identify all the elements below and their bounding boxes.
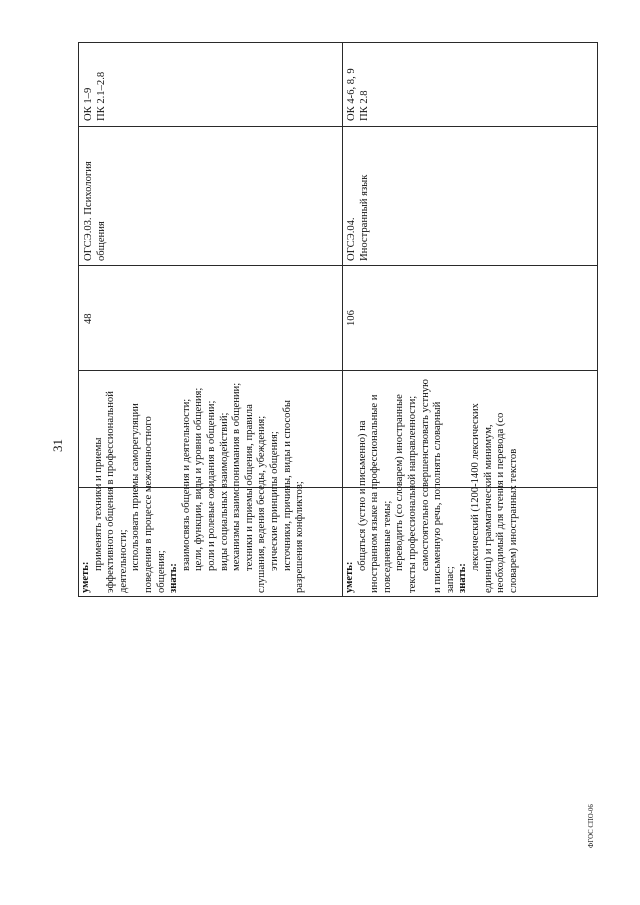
row2-discipline-line: Иностранный язык bbox=[358, 174, 370, 261]
row1-umet-line: общения; bbox=[155, 550, 167, 593]
row1-umet-line: применять техники и приемы bbox=[92, 437, 104, 571]
row1-umet-line: использовать приемы саморегуляции bbox=[130, 403, 142, 571]
row2-umet-line: запас; bbox=[444, 566, 456, 593]
row2-skills-knowledge-cell bbox=[344, 379, 520, 593]
row1-umet-line: эффективного общения в профессиональной bbox=[105, 391, 117, 593]
row1-znat-line: виды социальных взаимодействий; bbox=[218, 412, 230, 571]
row2-umet-line: иностранном языке на профессиональные и bbox=[369, 394, 381, 593]
table-border-bottom bbox=[78, 596, 598, 597]
row2-competence-line: ПК 2.8 bbox=[358, 90, 370, 121]
row2-umet-line: самостоятельно совершенствовать устную bbox=[419, 379, 431, 571]
row2-umet-line: повседневные темы; bbox=[381, 500, 393, 593]
row2-znat-line: словарем) иностранных текстов bbox=[507, 448, 519, 593]
row1-znat-line: разрешения конфликтов; bbox=[294, 481, 306, 593]
row2-discipline-line: ОГСЭ.04. bbox=[346, 217, 357, 261]
row1-umet-line: поведения в процессе межличностного bbox=[142, 416, 154, 593]
row1-discipline-line: ОГСЭ.03. Психология bbox=[83, 161, 94, 261]
row1-discipline-line: общения bbox=[95, 221, 107, 261]
row2-hours-cell: 106 bbox=[346, 310, 357, 326]
row2-discipline-cell bbox=[346, 175, 371, 261]
row1-znat-line: слушания, ведения беседы, убеждения; bbox=[256, 415, 268, 593]
table-border-top bbox=[78, 42, 598, 43]
page-number: 31 bbox=[50, 439, 65, 452]
row2-competence-line: ОК 4-6, 8, 9 bbox=[346, 68, 357, 121]
row1-znat-line: техники и приемы общения, правила bbox=[243, 404, 255, 571]
row1-umet-line: деятельности; bbox=[117, 529, 129, 593]
row2-znat-label: знать: bbox=[457, 563, 469, 593]
row1-discipline-cell bbox=[83, 161, 108, 261]
row1-competences-cell bbox=[83, 72, 108, 121]
row1-hours-cell: 48 bbox=[83, 313, 94, 324]
row2-znat-line: единиц) и грамматический минимум, bbox=[482, 424, 494, 593]
row2-znat-line: необходимый для чтения и перевода (со bbox=[495, 412, 507, 593]
row1-umet-label: уметь: bbox=[80, 561, 91, 593]
row2-umet-line: общаться (устно и письменно) на bbox=[356, 420, 368, 571]
row1-skills-knowledge-cell bbox=[80, 383, 307, 593]
row2-competences-cell bbox=[346, 68, 371, 121]
row1-znat-label: знать: bbox=[168, 563, 180, 593]
row1-competence-line: ПК 2.1–2.8 bbox=[95, 71, 107, 121]
row1-znat-line: этические принципы общения; bbox=[268, 431, 280, 571]
column-divider-hours bbox=[78, 370, 598, 371]
row2-umet-line: тексты профессиональной направленности; bbox=[406, 395, 418, 593]
column-divider-competences bbox=[78, 126, 598, 127]
row2-znat-line: лексический (1200-1400 лексических bbox=[469, 403, 481, 571]
column-divider-discipline bbox=[78, 265, 598, 266]
footer-label: ФГОС СПО-06 bbox=[588, 804, 595, 848]
row1-znat-line: источники, причины, виды и способы bbox=[281, 400, 293, 571]
row1-competence-line: ОК 1–9 bbox=[83, 87, 94, 121]
row1-znat-line: механизмы взаимопонимания в общении; bbox=[231, 382, 243, 571]
row1-znat-line: взаимосвязь общения и деятельности; bbox=[180, 398, 192, 571]
row1-znat-line: цели, функции, виды и уровни общения; bbox=[193, 387, 205, 571]
row2-umet-line: и письменную речь, пополнять словарный bbox=[432, 401, 444, 593]
row2-umet-label: уметь: bbox=[344, 561, 355, 593]
row1-znat-line: роли и ролевые ожидания в общении; bbox=[205, 400, 217, 571]
row2-umet-line: переводить (со словарем) иностранные bbox=[394, 394, 406, 571]
